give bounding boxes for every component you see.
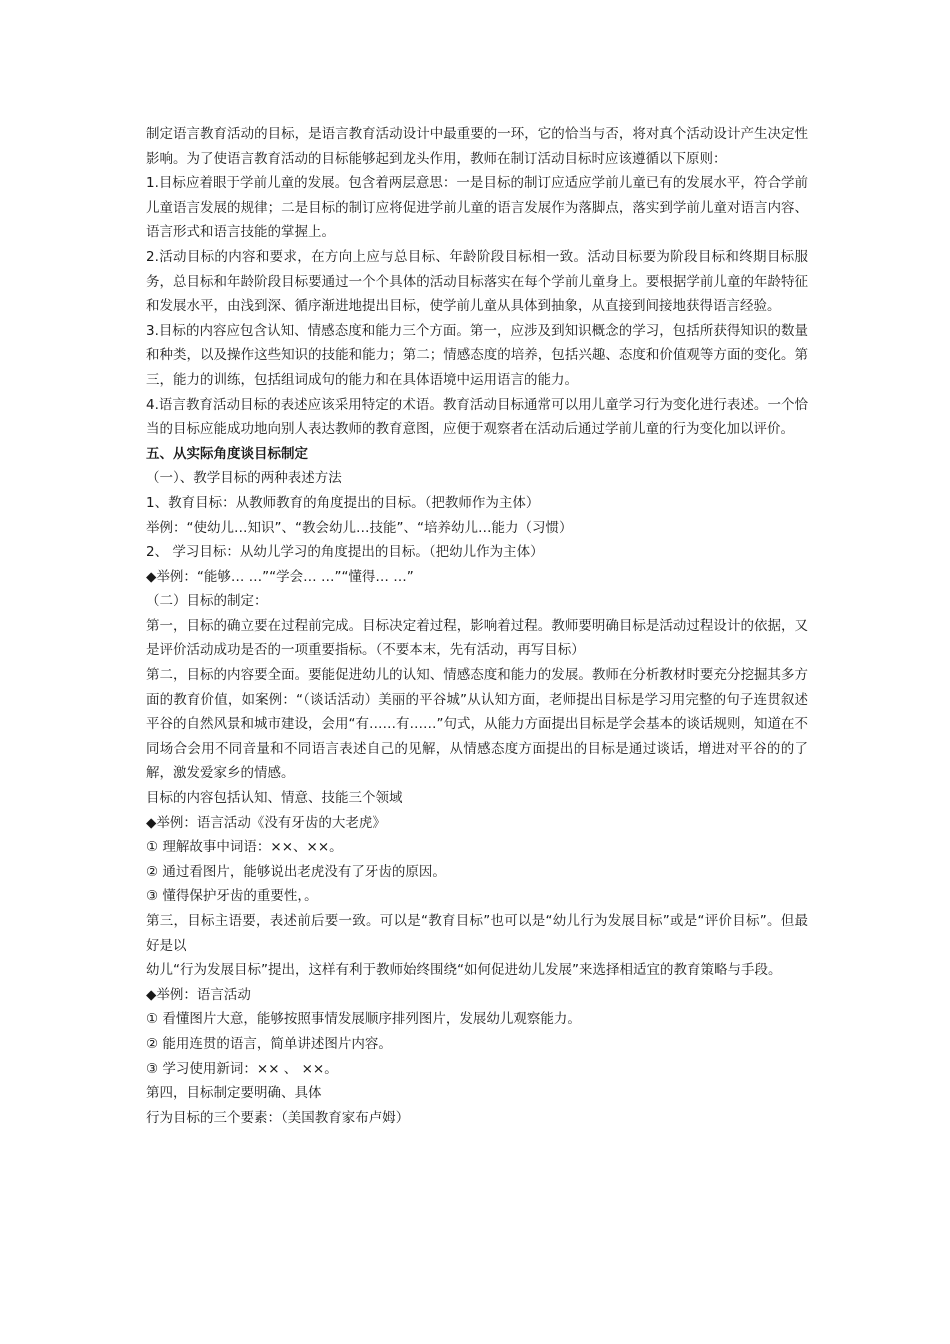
text-line: 举例：“使幼儿…知识”、“教会幼儿…技能”、“培养幼儿…能力（习惯） (146, 519, 573, 536)
principle-3-paragraph: 3.目标的内容应包含认知、情感态度和能力三个方面。第一，应涉及到知识概念的学习，包括所获得知识的数量和种类，以及操作这些知识的技能和能力；第二；情感态度的培养，包括兴趣、态度和价值观等方面的变化。第三，能力的训练，包括组词成句的能力和在具体语境中运用语言的能力。 (146, 322, 808, 388)
text-line: 行为目标的三个要素：（美国教育家布卢姆） (146, 1109, 410, 1126)
list-item: ② 通过看图片，能够说出老虎没有了牙齿的原因。 (146, 863, 446, 880)
text-line: 1、教育目标：从教师教育的角度提出的目标。（把教师作为主体） (146, 494, 540, 511)
list-item: ① 看懂图片大意，能够按照事情发展顺序排列图片，发展幼儿观察能力。 (146, 1011, 581, 1028)
intro-paragraph: 制定语言教育活动的目标，是语言教育活动设计中最重要的一环，它的恰当与否，将对真个活动设计产生决定性影响。为了使语言教育活动的目标能够起到龙头作用，教师在制订活动目标时应该遵循以下原则： (146, 126, 808, 167)
text-paragraph: 幼儿“行为发展目标”提出，这样有利于教师始终围绕“如何促进幼儿发展”来选择相适宜的教育策略与手段。 (146, 962, 782, 979)
principle-2-paragraph: 2.活动目标的内容和要求，在方向上应与总目标、年龄阶段目标相一致。活动目标要为阶段目标和终期目标服务，总目标和年龄阶段目标要通过一个个具体的活动目标落实在每个学前儿童身上。要根据学前儿童的年龄特征和发展水平，由浅到深、循序渐进地提出目标，使学前儿童从具体到抽象，从直接到间接地获得语言经验。 (146, 248, 808, 315)
text-line: ◆举例：语言活动 (146, 986, 251, 1003)
text-line: 目标的内容包括认知、情意、技能三个领域 (146, 790, 403, 807)
text-line: ◆举例：语言活动《没有牙齿的大老虎》 (146, 814, 386, 831)
text-paragraph: 第二，目标的内容要全面。要能促进幼儿的认知、情感态度和能力的发展。教师在分析教材时要充分挖掘其多方面的教育价值，如案例：“（谈话活动）美丽的平谷城”从认知方面，老师提出目标是学习用完整的句子连贯叙述平谷的自然风景和城市建设，会用“有……有……”句式，从能力方面提出目标是学会基本的谈话规则，知道在不同场合会用不同音量和不同语言表述自己的见解，从情感态度方面提出的目标是通过谈话，增进对平谷的的了解，激发爱家乡的情感。 (146, 667, 808, 782)
principle-4-paragraph: 4.语言教育活动目标的表述应该采用特定的术语。教育活动目标通常可以用儿童学习行为变化进行表述。一个恰当的目标应能成功地向别人表达教师的教育意图，应便于观察者在活动后通过学前儿童的行为变化加以评价。 (146, 396, 808, 438)
document-page (146, 122, 808, 1130)
list-item: ① 理解故事中词语：××、××。 (146, 839, 343, 856)
subheading-2: （二）目标的制定： (146, 593, 268, 610)
list-item: ③ 懂得保护牙齿的重要性，。 (146, 888, 318, 905)
list-item: ③ 学习使用新词：×× 、 ××。 (146, 1060, 338, 1077)
list-item: ② 能用连贯的语言，简单讲述图片内容。 (146, 1035, 392, 1052)
principle-1-paragraph: 1.目标应着眼于学前儿童的发展。包含着两层意思：一是目标的制订应适应学前儿童已有的发展水平，符合学前儿童语言发展的规律；二是目标的制订应将促进学前儿童的语言发展作为落脚点，落实到学前儿童对语言内容、语言形式和语言技能的掌握上。 (146, 175, 808, 241)
text-line: ◆举例：“能够… …”“学会… …”“懂得… …” (146, 568, 414, 585)
text-line: 2、 学习目标：从幼儿学习的角度提出的目标。（把幼儿作为主体） (146, 544, 544, 561)
text-paragraph: 第三，目标主语要，表述前后要一致。可以是“教育目标”也可以是“幼儿行为发展目标”或是“评价目标”。但最好是以 (146, 913, 808, 954)
text-paragraph: 第一，目标的确立要在过程前完成。目标决定着过程，影响着过程。教师要明确目标是活动过程设计的依据，又是评价活动成功是否的一项重要指标。（不要本末，先有活动，再写目标） (146, 617, 808, 659)
subheading-1: （一）、教学目标的两种表述方法 (146, 470, 342, 487)
text-line: 第四，目标制定要明确、具体 (146, 1085, 322, 1102)
section-heading: 五、从实际角度谈目标制定 (146, 445, 308, 462)
